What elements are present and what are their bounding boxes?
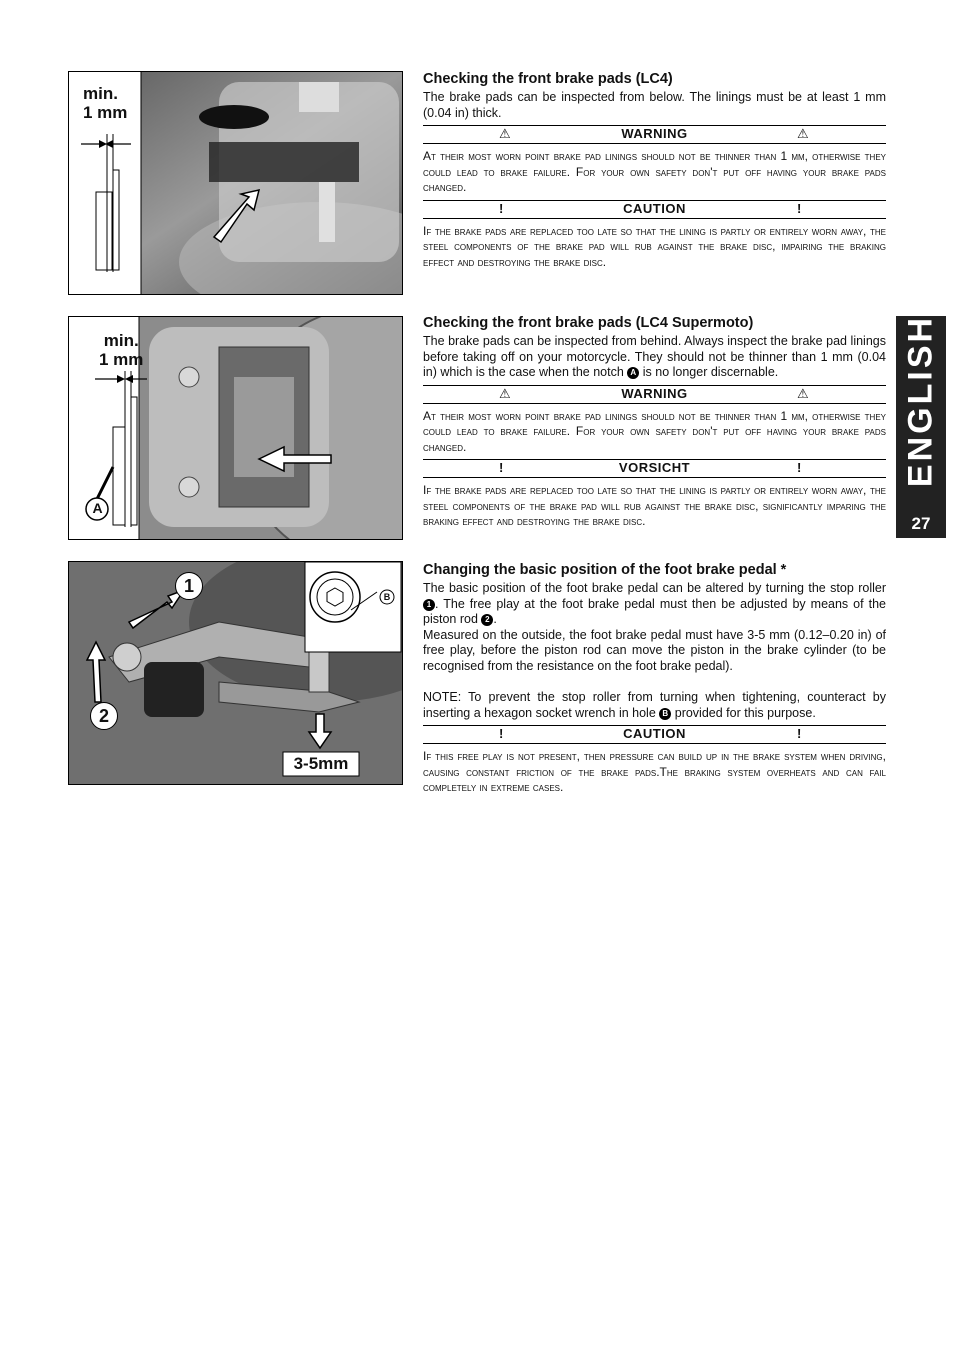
caution-label: CAUTION <box>623 200 686 216</box>
exclamation-icon: ! <box>499 200 504 216</box>
section-title: Changing the basic position of the foot brake pedal * <box>423 562 787 578</box>
section-note: NOTE: To prevent the stop roller from turning when tightening, counteract by inserting a hexagon socket wrench in hole B provided for this purpose. <box>423 690 886 720</box>
warning-label: WARNING <box>621 126 688 142</box>
section-body-measurement: Measured on the outside, the foot brake pedal must have 3-5 mm (0.12–0.20 in) of free play, before the piston rod can move the piston in the brake cylinder (to be recognised from the resistance on the foot brake pedal). <box>423 627 886 673</box>
warning-text: At their most worn point brake pad linings should not be thinner than 1 mm, otherwise they could lead to brake failure. For your own safety don't put off having your brake pads changed. <box>423 408 886 454</box>
caution-bar <box>423 725 886 744</box>
figure-brake-pads-lc4 <box>68 71 403 295</box>
caution-text: If this free play is not present, then pressure can build up in the brake system when driving, causing constant friction of the brake pads.The braking system overheats and can fail completely in extreme cases. <box>423 749 886 795</box>
exclamation-icon: ! <box>797 200 802 216</box>
measure-label-min: min. <box>103 331 139 350</box>
measure-label-min: min. <box>83 84 118 103</box>
measure-label-1mm: 1 mm <box>99 350 144 369</box>
exclamation-icon: ! <box>797 726 802 742</box>
marker-1-icon: 1 <box>423 599 435 611</box>
exclamation-icon: ! <box>499 460 504 476</box>
exclamation-icon: ! <box>499 726 504 742</box>
callout-2: 2 <box>90 702 118 730</box>
warning-label: WARNING <box>621 385 688 401</box>
warning-icon: ⚠ <box>499 385 512 401</box>
caution-bar <box>423 459 886 478</box>
measure-label-3-5mm: 3-5mm <box>293 754 349 773</box>
caution-bar <box>423 200 886 219</box>
warning-icon: ⚠ <box>797 126 810 142</box>
marker-2-icon: 2 <box>481 614 493 626</box>
marker-b-icon: B <box>659 708 671 720</box>
foot-brake-pedal-photo <box>69 562 402 784</box>
section-body: The brake pads can be inspected from behind. Always inspect the brake pad linings before taking off on your motorcycle. They should not be thinner than 1 mm (0.04 in) which is the case when the notch A is no longer discernable. <box>423 334 886 380</box>
figure-foot-brake-pedal <box>68 561 403 785</box>
section-body: The basic position of the foot brake pedal can be altered by turning the stop roller 1 . The free play at the foot brake pedal must then be adjusted by means of the piston rod 2 . <box>423 581 886 627</box>
language-label: ENGLISH <box>901 314 940 488</box>
language-side-tab <box>896 316 946 538</box>
caution-label: CAUTION <box>623 726 686 742</box>
section-body: The brake pads can be inspected from below. The linings must be at least 1 mm (0.04 in) thick. <box>423 90 886 120</box>
figure-brake-pads-supermoto <box>68 316 403 540</box>
section-lc4 <box>423 71 886 270</box>
section-foot-brake-pedal <box>423 562 886 796</box>
measure-label-1mm: 1 mm <box>83 103 128 122</box>
warning-text: At their most worn point brake pad linings should not be thinner than 1 mm, otherwise they could lead to brake failure. For your own safety don't put off having your brake pads changed. <box>423 149 886 195</box>
callout-b: B <box>383 592 391 602</box>
caution-text: If the brake pads are replaced too late so that the lining is partly or entirely worn away, the steel components of the brake pad will rub against the brake disc, impairing the braking effect and destroying the brake disc. <box>423 223 886 269</box>
section-lc4-supermoto <box>423 315 886 530</box>
warning-bar <box>423 385 886 404</box>
caution-label: VORSICHT <box>618 460 691 476</box>
callout-a: A <box>92 500 103 516</box>
callout-1: 1 <box>175 572 203 600</box>
warning-bar <box>423 125 886 144</box>
warning-icon: ⚠ <box>499 126 512 142</box>
marker-a-icon: A <box>627 367 639 379</box>
caution-text: If the brake pads are replaced too late so that the lining is partly or entirely worn away, the steel components of the brake pad will rub against the brake disc, significantly imparing the braking effect and destroying the brake disc. <box>423 483 886 529</box>
section-title: Checking the front brake pads (LC4 Supermoto) <box>423 315 754 331</box>
exclamation-icon: ! <box>797 460 802 476</box>
page-number: 27 <box>911 514 931 533</box>
section-title: Checking the front brake pads (LC4) <box>423 71 673 87</box>
warning-icon: ⚠ <box>797 385 810 401</box>
